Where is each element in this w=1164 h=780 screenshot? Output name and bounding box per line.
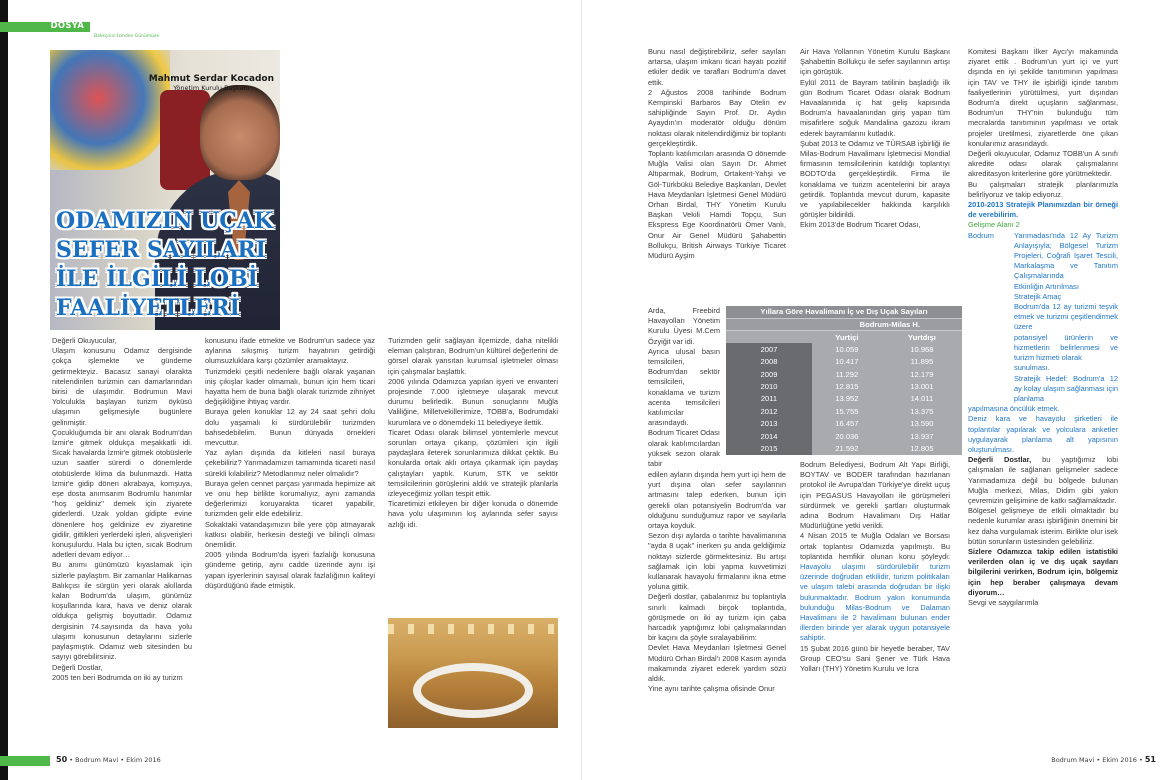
paragraph: Ticaretimizi etkileyen bir diğer konuda o dönemde hava yolu ulaşımının kış aylarında sefer sayısı azlığı idi. <box>388 499 558 529</box>
strategic-target-tail: yapılmasına öncülük etmek. <box>968 404 1060 414</box>
year-cell: 2008 <box>726 356 812 368</box>
paragraph: Air Hava Yollarının Yönetim Kurulu Başkanı Şahabettin Bollukçu ile sefer sayılarının artışı için görüştük. <box>800 47 950 77</box>
area-line: Etkinliğin Artırılması <box>1014 281 1079 291</box>
table-subtitle: Bodrum-Milas H. <box>726 318 962 330</box>
column-header-domestic: Yurtiçi <box>812 331 882 343</box>
area-line: Stratejik Hedef: Bodrum'a 12 ay kolay ulaşım sağlanması için planlama <box>1014 373 1118 403</box>
aircraft-count-table <box>726 306 962 455</box>
signoff: Sevgi ve saygılarımla <box>968 597 1039 607</box>
paragraph: Sezon dışı aylarda o tarihte havalimanına "ayda 8 uçak" inerken şu anda geldiğimiz noktayı sizlerde görmektesiniz. Bu artışı sağlamak için lobi yapma kuvvetimizi kullanarak havayolu firmalarını ikna etme yoluna gittik. <box>648 531 786 592</box>
page-edge <box>0 0 8 780</box>
year-header <box>726 331 812 343</box>
article-column-4-bottom <box>648 470 786 694</box>
footer-issue: Ekim 2016 <box>1102 756 1137 764</box>
paragraph: Değerli Okuyucular, <box>52 336 117 345</box>
domestic-cell: 16.457 <box>812 418 882 430</box>
paragraph: Devlet Hava Meydanları İşletmesi Genel Müdürü Orhan Birdal'ı 2008 Kasım ayında makamında ziyaret ederek yardım sözü aldık. <box>648 643 786 684</box>
salutation: Değerli Dostlar, <box>968 455 1032 465</box>
area-line: Bodrum'da 12 ay turizmi teşvik etmek ve turizmi çeşitlendirmek üzere <box>1014 302 1118 332</box>
paragraph-text: bu yaptığımız lobi çalışmaları ile sağlanan gelişmeler sadece Yarımadamıza değil bu bölgede bulunan Muğla merkezi, Milas, Didim gibi yakın çevremizin gelişimine de katkı sağlamaktadır. <box>968 455 1118 505</box>
year-cell: 2013 <box>726 418 812 430</box>
paragraph: Bölgesel gelişmeye de etkili olmaktadır bu nedenle kurumlar arası işbirliğinin önemini bir kez daha vurgulamak isterim. Birlikte olur isek bütün sorunların üstesinden gelebiliriz. <box>968 506 1118 546</box>
action-item: Deniz kara ve havayolu şirketleri ile toplantılar yapılarak ve yolculara anketler uygulayarak planlama alt yapısının oluşturulması. <box>968 414 1118 454</box>
paragraph: Yaz ayları dışında da kitleleri nasıl buraya çekebiliriz? Yarımadamızın tamamında ticareti nasıl sürekli kılabiliriz? Metodlarımız neler olmalıdır? <box>205 448 375 478</box>
domestic-cell: 12.815 <box>812 380 882 392</box>
paragraph: 2005 yılında Bodrum'da işyeri fazlalığı konusuna gündeme getirip, aynı cadde üzerinde aynı işi yapan işyerlerinin sayısal olarak fazlalığının kaliteyi düşürdüğünü ifade etmiştik. <box>205 550 375 590</box>
paragraph: konusunu ifade etmekte ve Bodrum'un sadece yaz aylarına sıkışmış turizm hayatının getirdiği olumsuzluklara karşı çözümler aramaktayız. <box>205 336 375 366</box>
table-row <box>726 356 962 368</box>
footer-separator: • <box>1138 756 1143 764</box>
paragraph: Yine aynı tarihte çalışma ofisinde Onur <box>648 684 775 694</box>
international-cell: 13.937 <box>882 430 962 442</box>
meeting-table <box>413 663 533 718</box>
section-subtitle: Balıkçının İzinden Günümüze <box>94 34 160 39</box>
domestic-cell: 15.755 <box>812 405 882 417</box>
article-column-3 <box>388 336 558 530</box>
area-line: potansiyel ürünlerin ve hizmetlerin belirlenmesi ve turizm hizmeti olarak <box>1014 332 1118 363</box>
international-cell: 12.805 <box>882 442 962 454</box>
footer-magazine: Bodrum Mavi <box>1051 756 1095 764</box>
footer-accent-bar <box>0 756 50 766</box>
year-cell: 2015 <box>726 442 812 454</box>
international-cell: 13.590 <box>882 418 962 430</box>
paragraph: Bu çalışmaları stratejik planlarımızla belirliyoruz ve takip ediyoruz. <box>968 179 1118 199</box>
paragraph: Ekim 2013'de Bodrum Ticaret Odası, <box>800 220 921 230</box>
paragraph: Bodrum Ticaret Odası olarak katılımcılardan yüksek sezon olarak tabir <box>648 428 720 469</box>
paragraph: Eylül 2011 de Bayram tatilinin başladığı ilk gün Bodrum Ticaret Odası olarak Bodrum Havaalanında iç hat geliş kapısında Bodrum'a havaalanından giriş yapan tüm misafirlere soğuk Mandalina gazozu ikram ederek bayramlarını kutladık. <box>800 77 950 138</box>
table-row <box>726 430 962 442</box>
headline-line: ODAMIZIN UÇAK <box>56 208 273 234</box>
person-head <box>200 85 280 180</box>
area-line: Stratejik Amaç <box>1014 291 1062 301</box>
area-line: Yarımadası'nda 12 Ay Turizm Anlayışıyla; Bölgesel Turizm Projeleri, Coğrafi İşaret Tescili, Markalaşma ve Tanıtım Çalışmalarında <box>1014 230 1118 281</box>
paragraph: 2005 ten beri Bodrumda on iki ay turizm <box>52 672 183 682</box>
headline-line: İLE İLGİLİ LOBİ <box>56 266 258 292</box>
table-row <box>726 442 962 454</box>
paragraph: Değerli Dostlar, <box>52 662 103 672</box>
conference-photo <box>388 618 558 728</box>
paragraph-text: 4 Nisan 2015 te Muğla Odaları ve Borsası ortak toplantısı Odamızda yapılmıştı. Bu toplantıda hemfikir olunan konu şöyleydi: <box>800 531 950 561</box>
paragraph: Bu anımı günümüzü kıyaslamak için sizlerle paylaştım. Bir zamanlar Halikarnas Balıkçısı ile sürgün yeri olarak akıllarda kalan Bodrum'da ulaşım, günümüz koşullarında kara, hava ve deniz olarak oldukça gelişmiş boyuttadır. Odamız dergisinin 74.sayısında da hava yolu ulaşımı konusunun detaylarını sizlerle paylaşmıştık. Odamız web sitesinden bu sayıyı görebilirsiniz. <box>52 560 192 662</box>
article-column-1 <box>52 336 192 683</box>
paragraph: Buraya gelen cennet parçası yarımada hepimize ait ve onu hep birlikte korumalıyız, aynı zamanda değerlerimizi koruyarakta ticaret yapabilir, turizmden gelir elde edebiliriz. <box>205 478 375 519</box>
international-cell: 11.895 <box>882 356 962 368</box>
strategic-plan-heading: 2010-2013 Stratejik Planımızdan bir örneği de verebilirim. <box>968 200 1118 220</box>
footer-right <box>1051 755 1156 764</box>
year-cell: 2007 <box>726 343 812 355</box>
area-lead: Bodrum <box>968 230 994 240</box>
table-row <box>726 405 962 417</box>
paragraph: Toplantı katılımcıları arasında O dönemde Muğla Valisi olan Sayın Dr. Ahmet Altıparmak, Bodrum, Ortakent-Yahşi ve Göl-Türkbükü Belediye Başkanları, Devlet Hava Meydanları İşletmesi Genel Müdürü Orhan Birdal, THY Yönetim Kurulu Başkan Vekili Hamdi Topçu, Sun Ekspress Ege Koordinatörü Ömer Vanlı, Onur Air Genel Müdürü Şahabettin Bollukçu, British Airways Türkiye Ticaret Müdürü Ayşim <box>648 149 786 261</box>
paragraph: Sokaktaki vatandaşımızın bile yere çöp atmayarak katkısı olabilir, herkesin desteği ve bilinçli olması önemlidir. <box>205 519 375 550</box>
year-cell: 2011 <box>726 393 812 405</box>
development-area: Gelişme Alanı 2 <box>968 220 1020 230</box>
photo-caption <box>149 74 274 92</box>
area-details <box>1014 231 1118 404</box>
international-cell: 13.001 <box>882 380 962 392</box>
paragraph: Turizmdeki çeşitli nedenlere bağlı olarak yaşanan iniş çıkışlar kader olmamalı, bunun için hem ticari hayatta hem de buna bağlı olarak turizmde zihniyet değişikliğine ihtiyaç vardır. <box>205 366 375 407</box>
article-column-4 <box>648 47 786 261</box>
flag-emblem <box>50 50 170 170</box>
paragraph: Değerli dostlar, çabalarımız bu toplantıyla sınırlı kalmadı birçok toplantıda, görüşmede on iki ay turizm için çaba harcadık yaptığımız lobi çalışmalarından bir kaçını da şöyle sıralayabilirim: <box>648 592 786 643</box>
international-cell: 14.011 <box>882 393 962 405</box>
footer-separator: • <box>69 756 74 764</box>
table-row <box>726 418 962 430</box>
table-title: Yıllara Göre Havalimanı İç ve Dış Uçak Sayıları <box>726 306 962 318</box>
year-cell: 2014 <box>726 430 812 442</box>
paragraph: 2 Ağustos 2008 tarihinde Bodrum Kempinski Barbaros Bay Otelin ev sahipliğinde Sayın Prof. Dr. Aydın Ayaydın'ın moderatör olduğu dönüm noktası olarak nitelendirdiğimiz bir toplantı gerçekleştirdik. <box>648 87 786 148</box>
footer-magazine: Bodrum Mavi <box>75 756 119 764</box>
section-label: DOSYA <box>50 21 84 31</box>
article-column-4-narrow <box>648 306 720 469</box>
paragraph: Ulaşım konusunu Odamız dergisinde çokça işlemekte ve gündeme getirmekteyiz. Bacasız sanayi olarakta nitelendirilen turizmin can damarlarından birisi de ulaşımdır. Bodrumun Mavi Yolculukla başlayan turizm öyküsü ulaşımın gelişmesiyle bugünlere gelinmiştir. <box>52 346 192 427</box>
column-header-international: Yurtdışı <box>882 331 962 343</box>
domestic-cell: 13.952 <box>812 393 882 405</box>
article-column-5 <box>800 47 950 231</box>
international-cell: 12.179 <box>882 368 962 380</box>
paragraph: Ayrıca ulusal basın temsilcileri, Bodrum'dan sektör temsilcileri, konaklama ve turizm acenta temsilcileri katılımcılar arasındaydı. <box>648 346 720 428</box>
paragraph <box>968 455 1118 506</box>
paragraph: Arda, Freebird Havayolları Yönetim Kurulu Üyesi M.Cem Özyiğit var idi. <box>648 306 720 346</box>
footer-left <box>56 755 161 764</box>
paragraph: Buraya gelen konuklar 12 ay 24 saat şehri dolu dolu yaşamalı ki sürdürülebilir turizmden bahsedebilelim. Bunun dünyada örnekleri mevcuttur. <box>205 407 375 448</box>
paragraph: 15 Şubat 2016 günü bir heyetle beraber, TAV Group CEO'su Sani Şener ve Türk Hava Yolları (THY) Yönetim Kurulu ve İcra <box>800 643 950 674</box>
paragraph: Komitesi Başkanı İlker Aycı'yı makamında ziyaret ettik . Bodrum'un yurt içi ve yurt dışında en iyi şekilde tanıtımının yapılması için TAV ve THY ile işbirliği içinde tanıtım faaliyetlerinin yürütülmesi, yurt dışından Bodrum'a direkt uçuşların sağlanması, Bodrum'un THY'nin bulunduğu tüm mecralarda tanıtımının yapılması ve ortak projeler üretilmesi, ziyaretlerde öne çıkan konularımız arasındaydı. <box>968 47 1118 148</box>
paragraph: edilen ayların dışında hem yurt içi hem de yurt dışına olan sefer sayılarının artmasını talep ederken, bunun için gerekli olan potansiyelin Bodrum'da var olduğunu sunduğumuz rapor ve sayılarla ortaya koyduk. <box>648 470 786 531</box>
spread-gutter <box>581 0 582 780</box>
paragraph: Değerli okuyucular, Odamız TOBB'un A sınıfı akredite odası olarak çalışmalarını akreditasyon kriterlerine göre yürütmektedir. <box>968 149 1118 179</box>
paragraph: Çocukluğumda bir anı olarak Bodrum'dan İzmir'e gitmek oldukça meşakkatli idi. Sıcak havalarda İzmir'e gitmek otobüslerle uzun saatler sürerdi o dönemlerde otobüslerde klima da bulunmazdı. Hatta İzmir'e gidip dönen akrabaya, komşuya, eşe dosta anımsarım Bodrumlu hanımlar "hoş geldiniz" demek için ziyarete giderlerdi. Uzak yoldan gidipte evine dönenlere hoş geldinize ev ziyaretine gidilir, gittikleri yerlerdeki işleri, alışverişleri konuşulurdu. Hala bu içten, sıcak Bodrum adetleri devam ediyor… <box>52 427 192 560</box>
domestic-cell: 11.292 <box>812 368 882 380</box>
article-headline <box>56 207 276 323</box>
page-number-left: 50 <box>56 755 68 764</box>
table-body <box>726 343 962 455</box>
domestic-cell: 21.592 <box>812 442 882 454</box>
table-row <box>726 393 962 405</box>
international-cell: 13.375 <box>882 405 962 417</box>
year-cell: 2012 <box>726 405 812 417</box>
caption-name: Mahmut Serdar Kocadon <box>148 74 274 84</box>
headline-line: FAALİYETLERİ <box>56 295 240 321</box>
paragraph <box>800 531 950 643</box>
domestic-cell: 10.059 <box>812 343 882 355</box>
paragraph: Bodrum Belediyesi, Bodrum Alt Yapı Birliği, BOYTAV ve BODER tarafından hazırlanan protokol ile Avrupa'dan Türkiye'ye direkt uçuş için PEGASUS Havayolları ile görüşmeleri sürdürmek ve gerekli şartları oluşturmak adına Bodrum Havalimanı Dış Hatlar Müdürlüğüne yetki verildi. <box>800 460 950 531</box>
paragraph: 2006 yılında Odamızca yapılan işyeri ve envanteri projesinde 7.000 işletmeye ulaşarak mevcut durumu belirledik. Bunun sonuçlarını Muğla Valiliğine, Milletvekillerimize, TOBB'a, Bodrumdaki kurumlara ve o dönemdeki 11 belediyeye ilettik. <box>388 376 558 427</box>
international-cell: 10.968 <box>882 343 962 355</box>
domestic-cell: 20.036 <box>812 430 882 442</box>
footer-issue: Ekim 2016 <box>126 756 161 764</box>
article-column-5-bottom <box>800 460 950 674</box>
paragraph: Turizmden gelir sağlayan ilçemizde, daha nitelikli eleman çalıştıran, Bodrum'un kültürel değerlerini de görsel olarak yansıtan kurumsal işletmeler olması için çalışmalar başlattık. <box>388 336 558 376</box>
area-block <box>968 231 1118 404</box>
section-tab <box>0 22 90 32</box>
footer-separator: • <box>1096 756 1101 764</box>
table-row <box>726 368 962 380</box>
year-cell: 2010 <box>726 380 812 392</box>
ceiling-lights <box>388 624 558 634</box>
domestic-cell: 10.417 <box>812 356 882 368</box>
year-cell: 2009 <box>726 368 812 380</box>
article-column-6 <box>968 47 1118 608</box>
paragraph: Bunu nasıl değiştirebiliriz, sefer sayıları artarsa, ulaşım imkanı ticari hayatı pozitif etkiler dedik ve tarafları Bodrum'a davet ettik. <box>648 47 786 87</box>
footer-separator: • <box>120 756 125 764</box>
caption-role: Yönetim Kurulu Başkanı <box>173 84 250 92</box>
table-row <box>726 380 962 392</box>
page-number-right: 51 <box>1144 755 1156 764</box>
closing-statement: Sizlere Odamızca takip edilen istatistiki verilerden olan iç ve dış uçak sayıları bilgilerini verirken, Bodrum için, bölgemiz için hep beraber çalışmaya devam diyorum… <box>968 546 1118 597</box>
area-line: sunulması. <box>1014 363 1050 373</box>
paragraph: Ticaret Odası olarak bilimsel yöntemlerle mevcut sorunları ortaya çıkarıp, çözümleri için ilgili paydaşlara ileterek sorunlarımıza dikkat çektik. Bu konularda ortak aklı ortaya çıkarmak için paydaş çalıştayları yaptık. Kurum, STK ve sektör temsilcilerinin görüşlerini aldık ve stratejik planlarla izleyeceğimiz yolları tespit ettik. <box>388 427 558 499</box>
paragraph: Şubat 2013 te Odamız ve TÜRSAB işbirliği ile Milas-Bodrum Havalimanı İşletmecisi Mondial firmasının temsilcilerinin katıldığı toplantıyı BODTO'da gerçekleştirdik. Firma ile konaklama ve turizm acentelerini bir araya getirdik. Toplantıda mevcut durum, kapasite ve yapılabilecekler hakkında karşılıklı görüşler bildirildi. <box>800 138 950 220</box>
highlighted-statement: Havayolu ulaşımı sürdürülebilir turizm üzerinde doğrudan etkilidir, turizm politikaları ve ulaşım talebi arasında doğrudan bir ilişki bulunmaktadır. Bodrum yakın konumunda bulunduğu Milas-Bodrum ve Dalaman Havalimanı ile 2 havalimanı bulunan ender illerden birinde yer alarak uygun potansiyele sahiptir. <box>800 562 950 643</box>
headline-line: SEFER SAYILARI <box>56 237 266 263</box>
table-row <box>726 343 962 355</box>
article-column-2 <box>205 336 375 591</box>
